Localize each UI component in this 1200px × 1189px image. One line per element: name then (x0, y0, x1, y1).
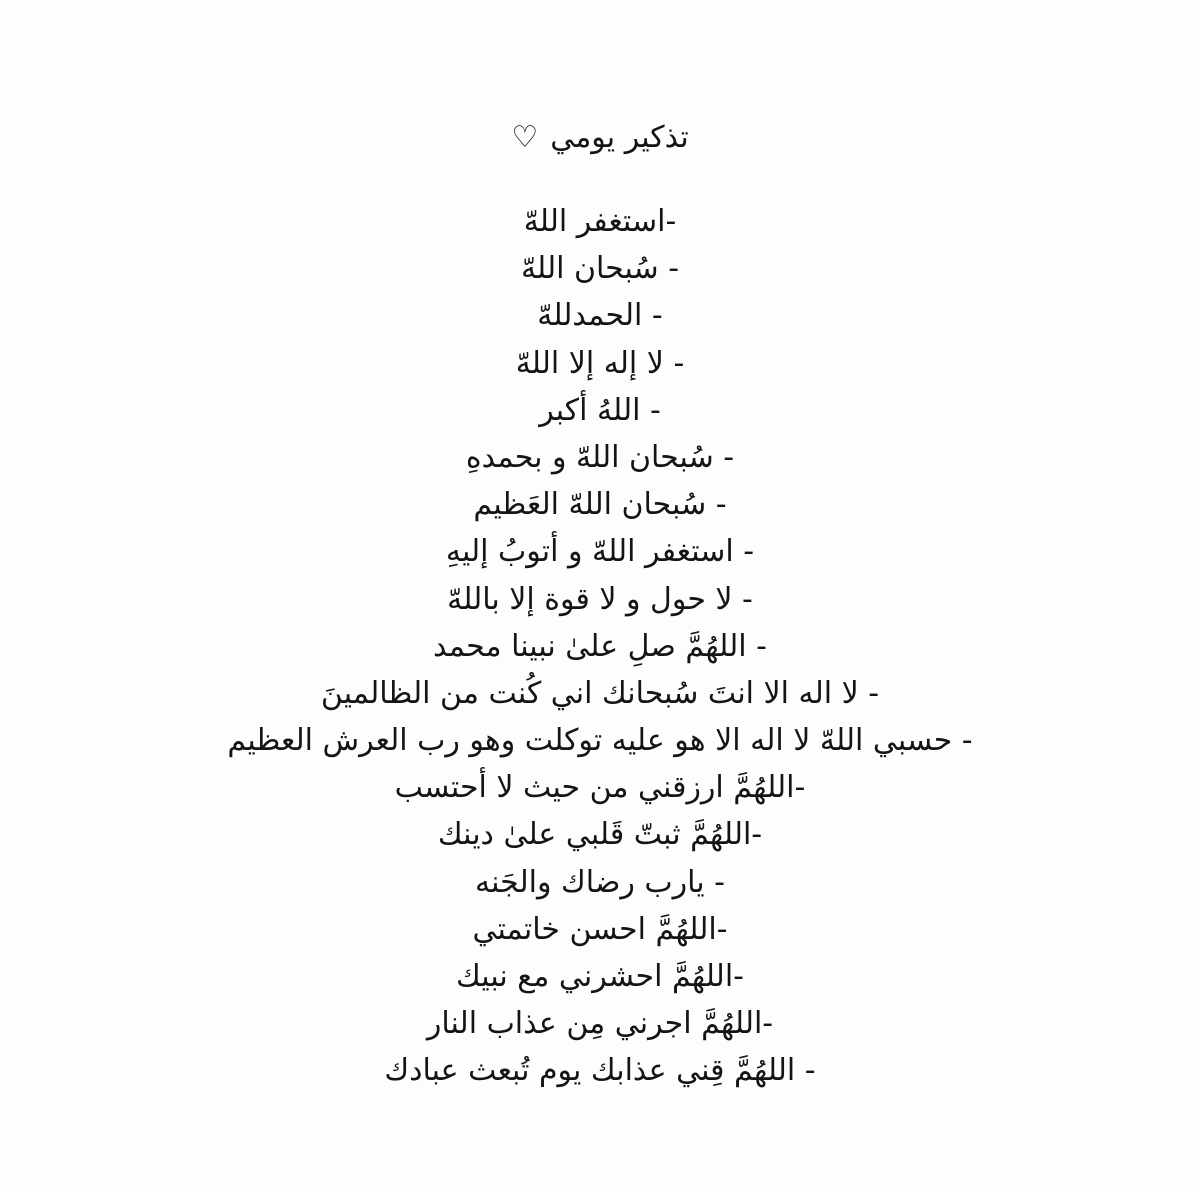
dhikr-line: -اللهُمَّ احشرني مع نبيك (456, 959, 744, 994)
dhikr-line: - يارب رضاك والجَنه (475, 864, 725, 900)
dhikr-line: - اللهُمَّ صلِ علىٰ نبينا محمد (433, 628, 767, 664)
dhikr-line: -اللهُمَّ اجرني مِن عذاب النار (426, 1006, 774, 1042)
dhikr-line: - لا حول و لا قوة إلا باللهّ (447, 581, 753, 617)
dhikr-line: - اللهُ أكبر (539, 392, 661, 428)
dhikr-line: - حسبي اللهّ لا اله الا هو عليه توكلت وهو رب العرش العظيم (227, 723, 973, 759)
dhikr-line: -اللهُمَّ ثبتّ قَلبي علىٰ دينك (437, 817, 763, 853)
dhikr-line: - سُبحان اللهّ العَظيم (473, 487, 727, 523)
dhikr-line: -استغفر اللهّ (523, 204, 677, 239)
title-row (0, 112, 1200, 164)
dhikr-line: -اللهُمَّ ارزقني من حيث لا أحتسب (394, 770, 806, 806)
dhikr-line: - لا إله إلا اللهّ (515, 345, 685, 381)
dhikr-line: - الحمدللهّ (537, 298, 663, 334)
heart-outline-icon: ♡ (511, 120, 539, 155)
dhikr-line: -اللهُمَّ احسن خاتمتي (472, 911, 728, 947)
dhikr-list (0, 198, 1200, 1095)
dhikr-line: - سُبحان اللهّ (520, 251, 680, 287)
dhikr-line: - سُبحان اللهّ و بحمدهِ (465, 439, 735, 475)
dhikr-line: - استغفر اللهّ و أتوبُ إليهِ (445, 534, 755, 570)
dhikr-line: - اللهُمَّ قِني عذابك يوم تُبعث عبادك (384, 1053, 816, 1089)
dhikr-line: - لا اله الا انتَ سُبحانك اني كُنت من الظالمينَ (320, 675, 880, 711)
page-title: تذكير يومي (550, 120, 689, 155)
